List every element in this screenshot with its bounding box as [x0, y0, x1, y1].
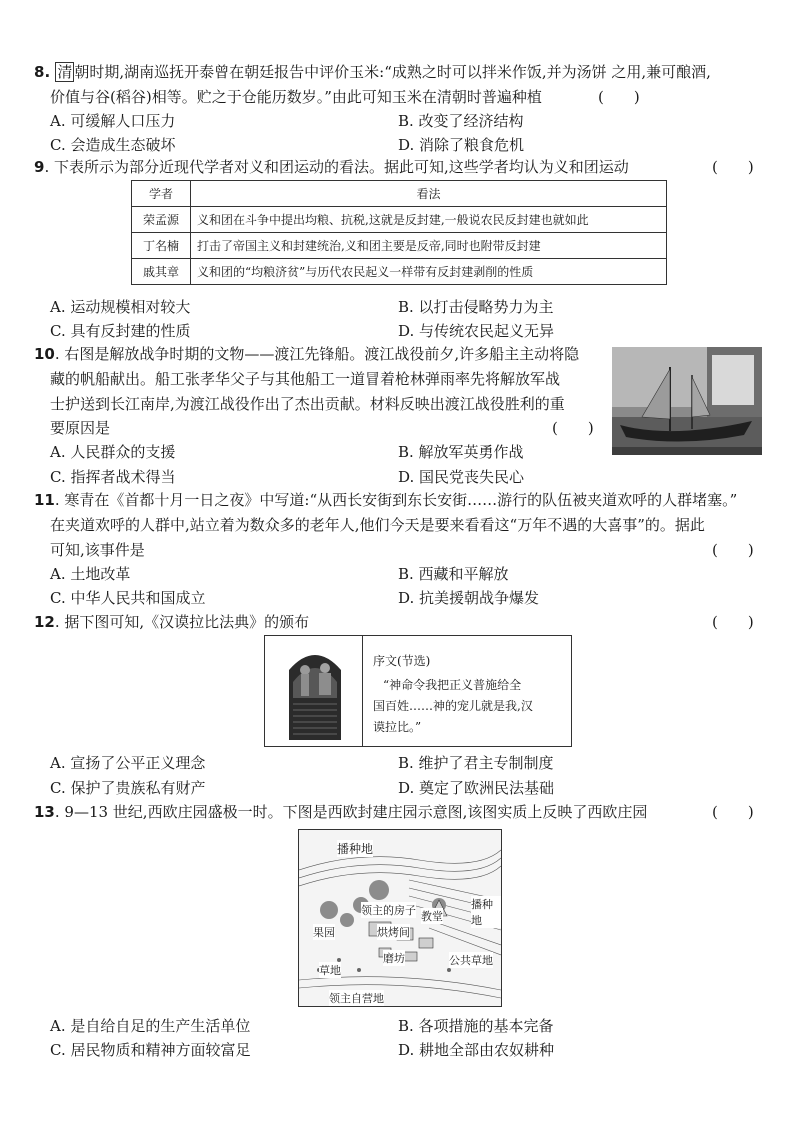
q8-option-a[interactable]: A. 可缓解人口压力: [50, 112, 176, 130]
q11-answer-paren[interactable]: ( ): [712, 541, 754, 559]
q10-answer-paren[interactable]: ( ): [552, 419, 594, 437]
q12-answer-paren[interactable]: ( ): [712, 613, 754, 631]
table-row: [132, 259, 667, 285]
q12-number: 12: [34, 613, 55, 631]
map-label-mill: 磨坊: [383, 952, 405, 965]
map-label-sown-field-2: 播种地: [471, 896, 501, 928]
q12-option-b[interactable]: B. 维护了君主专制制度: [398, 754, 554, 772]
table-cell-view: 打击了帝国主义和封建统治,义和团主要是反帝,同时也附带反封建: [191, 233, 667, 259]
q12-option-a[interactable]: A. 宣扬了公平正义理念: [50, 754, 206, 772]
q13-answer-paren[interactable]: ( ): [712, 803, 754, 821]
q11-stem-1: . 寒青在《首都十月一日之夜》中写道:“从西长安街到东长安街……游行的队伍被夹道欢呼的人群堵塞。”: [54, 491, 738, 509]
q10-number: 10: [34, 345, 55, 363]
table-cell-scholar: 戚其章: [132, 259, 191, 285]
figure-quote-3: 谟拉比。”: [373, 720, 422, 734]
q10-option-c[interactable]: C. 指挥者战术得当: [50, 468, 176, 486]
q10-line3: 士护送到长江南岸,为渡江战役作出了杰出贡献。材料反映出渡江战役胜利的重: [50, 395, 565, 413]
q11-option-b[interactable]: B. 西藏和平解放: [398, 565, 509, 583]
q10-stem-1: . 右图是解放战争时期的文物——渡江先锋船。渡江战役前夕,许多船主主动将隐: [54, 345, 580, 363]
q10-option-a[interactable]: A. 人民群众的支援: [50, 443, 176, 461]
q8-line2: [50, 87, 542, 107]
figure-quote-2: 国百姓……神的宠儿就是我,汉: [373, 699, 533, 713]
q12-stem-text: . 据下图可知,《汉谟拉比法典》的颁布: [54, 613, 310, 631]
q8-boxed-char: 清: [57, 63, 73, 81]
figure-title: 序文(节选): [373, 654, 431, 668]
hammurabi-figure: [264, 635, 572, 747]
q11-option-c[interactable]: C. 中华人民共和国成立: [50, 589, 206, 607]
table-row: [132, 207, 667, 233]
q8-option-c[interactable]: C. 会造成生态破坏: [50, 136, 176, 154]
q10-line2: 藏的帆船献出。船工张孝华父子与其他船工一道冒着枪林弹雨率先将解放军战: [50, 370, 561, 388]
q12-option-d[interactable]: D. 奠定了欧洲民法基础: [398, 779, 555, 797]
q9-option-a[interactable]: A. 运动规模相对较大: [50, 298, 191, 316]
map-label-orchard: 果园: [313, 926, 335, 939]
q8-answer-paren[interactable]: ( ): [598, 88, 640, 106]
q11-line2: 在夹道欢呼的人群中,站立着为数众多的老年人,他们今天是要来看看这“万年不遇的大喜事”的。据此: [50, 516, 705, 534]
table-header-scholar: 学者: [132, 181, 191, 207]
table-cell-scholar: 丁名楠: [132, 233, 191, 259]
q10-line1: [34, 344, 579, 364]
q11-option-d[interactable]: D. 抗美援朝战争爆发: [398, 589, 540, 607]
map-label-demesne: 领主自营地: [329, 992, 384, 1005]
map-label-meadow: 草地: [319, 964, 341, 977]
table-header-view: 看法: [191, 181, 667, 207]
manor-map: [298, 829, 502, 1007]
q8-line1: 8. 清 朝时期,湖南巡抚开泰曾在朝廷报告中评价玉米:“成熟之时可以拌米作饭,并为汤饼 之用,兼可酿酒,: [34, 63, 711, 81]
q13-option-c[interactable]: C. 居民物质和精神方面较富足: [50, 1041, 251, 1059]
q13-option-b[interactable]: B. 各项措施的基本完备: [398, 1017, 554, 1035]
table-row: [132, 233, 667, 259]
q13-option-a[interactable]: A. 是自给自足的生产生活单位: [50, 1017, 251, 1035]
hammurabi-stele-image: [271, 640, 359, 742]
q10-option-d[interactable]: D. 国民党丧失民心: [398, 468, 525, 486]
q9-option-d[interactable]: D. 与传统农民起义无异: [398, 322, 555, 340]
q11-line3: 可知,该事件是: [50, 541, 145, 559]
q8-number: 8: [34, 63, 45, 81]
q9-number: 9: [34, 158, 45, 176]
q9-stem: [34, 157, 629, 177]
q13-number: 13: [34, 803, 55, 821]
q8-option-d[interactable]: D. 消除了粮食危机: [398, 136, 525, 154]
q8-stem-1: 朝时期,湖南巡抚开泰曾在朝廷报告中评价玉米:“成熟之时可以拌米作饭,并为汤饼 之用,兼可酿酒,: [74, 63, 711, 81]
q11-option-a[interactable]: A. 土地改革: [50, 565, 131, 583]
q8-stem-2: 价值与谷(稻谷)相等。贮之于仓能历数岁。”由此可知玉米在清朝时普遍种植: [50, 88, 542, 106]
q8-option-b[interactable]: B. 改变了经济结构: [398, 112, 524, 130]
table-cell-scholar: 荣孟源: [132, 207, 191, 233]
q9-scholars-table: [131, 180, 667, 285]
q11-line1: [34, 490, 737, 510]
q12-option-c[interactable]: C. 保护了贵族私有财产: [50, 779, 206, 797]
q11-number: 11: [34, 491, 55, 509]
map-label-bakery: 烘烤间: [377, 926, 410, 939]
figure-quote-1: “神命令我把正义普施给全: [383, 678, 522, 692]
table-header-row: [132, 181, 667, 207]
q13-stem: [34, 802, 647, 822]
q13-option-d[interactable]: D. 耕地全部由农奴耕种: [398, 1041, 555, 1059]
figure-divider: [362, 636, 363, 746]
map-label-sown-field: 播种地: [337, 842, 374, 856]
q9-stem-text: . 下表所示为部分近现代学者对义和团运动的看法。据此可知,这些学者均认为义和团运动: [44, 158, 629, 176]
boat-photo: [612, 347, 762, 455]
q10-line4: 要原因是: [50, 419, 111, 437]
table-cell-view: 义和团的“均粮济贫”与历代农民起义一样带有反封建剥削的性质: [191, 259, 667, 285]
map-label-common-pasture: 公共草地: [449, 954, 493, 967]
q9-option-c[interactable]: C. 具有反封建的性质: [50, 322, 191, 340]
q10-option-b[interactable]: B. 解放军英勇作战: [398, 443, 524, 461]
q13-stem-text: . 9—13 世纪,西欧庄园盛极一时。下图是西欧封建庄园示意图,该图实质上反映了西欧庄园: [54, 803, 648, 821]
q12-stem: [34, 612, 309, 632]
q9-answer-paren[interactable]: ( ): [712, 158, 754, 176]
map-label-lord-house: 领主的房子: [361, 904, 416, 917]
map-label-church: 教堂: [421, 910, 443, 923]
table-cell-view: 义和团在斗争中提出均粮、抗税,这就是反封建,一般说农民反封建也就如此: [191, 207, 667, 233]
q9-option-b[interactable]: B. 以打击侵略势力为主: [398, 298, 554, 316]
